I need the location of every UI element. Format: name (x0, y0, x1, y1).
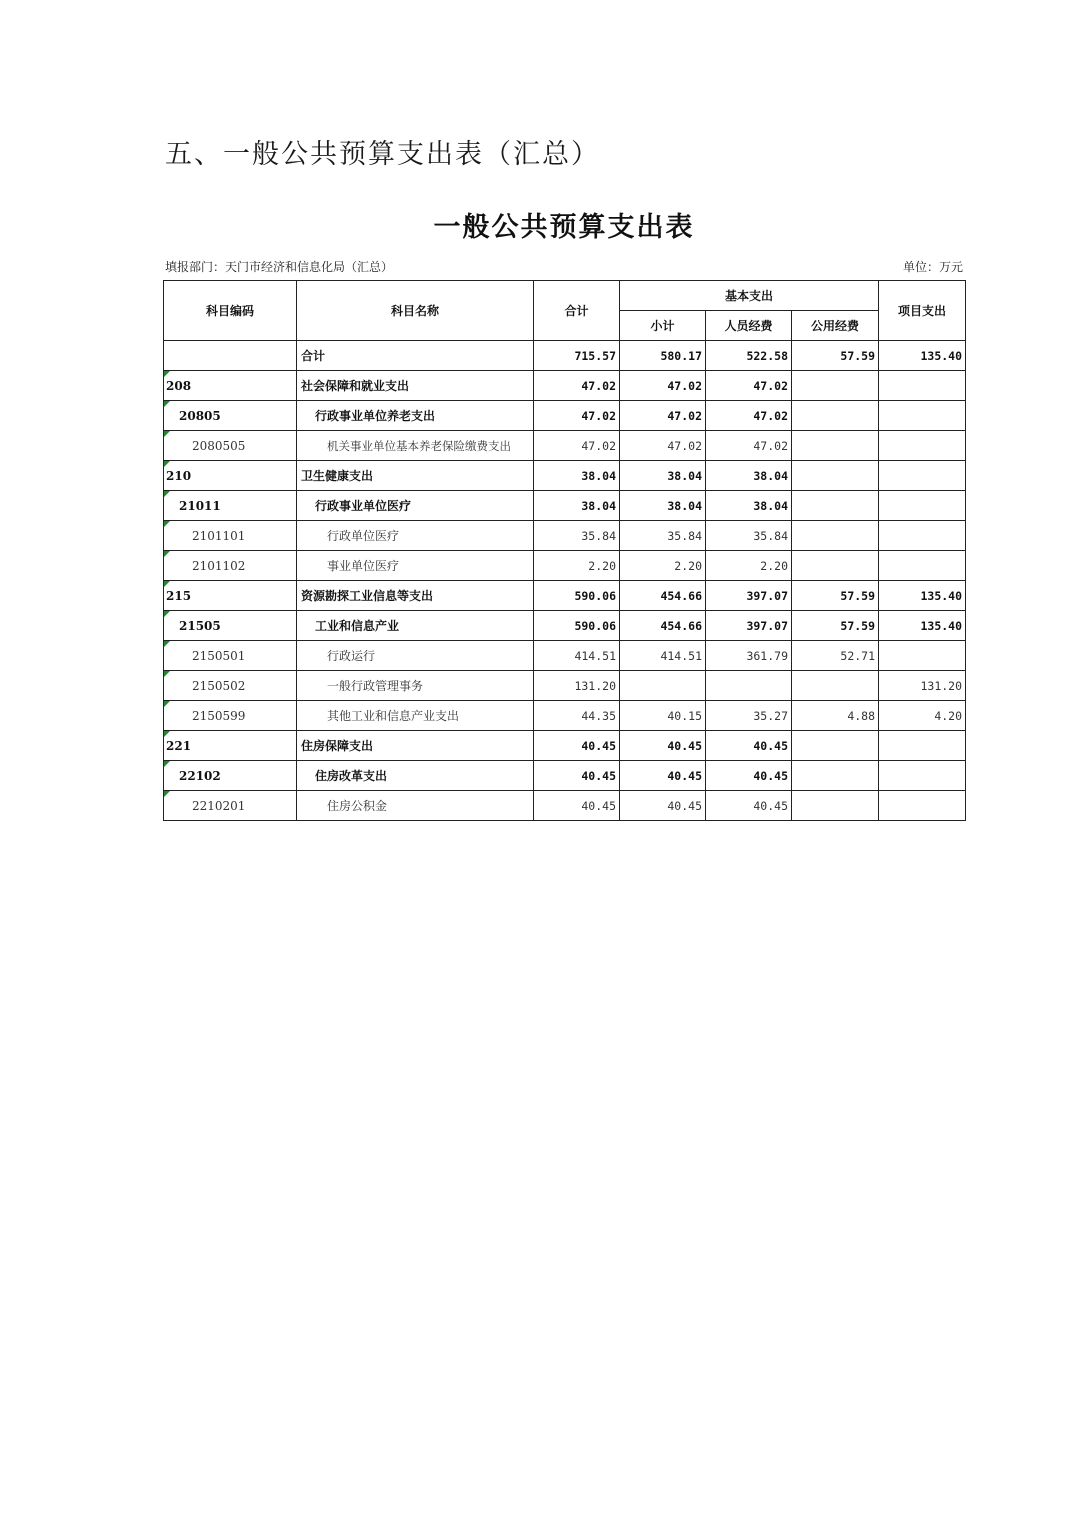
cell-personnel: 40.45 (706, 731, 792, 761)
cell-project (879, 401, 966, 431)
cell-total: 40.45 (534, 761, 620, 791)
table-row (164, 491, 966, 521)
table-row (164, 371, 966, 401)
cell-subtotal (620, 671, 706, 701)
cell-personnel: 38.04 (706, 491, 792, 521)
cell-total: 38.04 (534, 491, 620, 521)
cell-code (164, 341, 297, 371)
cell-subtotal: 35.84 (620, 521, 706, 551)
cell-code: 2150501 (164, 641, 297, 671)
section-heading: 五、一般公共预算支出表（汇总） (165, 139, 600, 170)
cell-code: 22102 (164, 761, 297, 791)
table-body (164, 341, 966, 821)
header-name: 科目名称 (297, 281, 534, 341)
cell-subtotal: 47.02 (620, 401, 706, 431)
cell-project: 4.20 (879, 701, 966, 731)
cell-subtotal: 40.15 (620, 701, 706, 731)
header-total: 合计 (534, 281, 620, 341)
cell-personnel: 40.45 (706, 791, 792, 821)
cell-project (879, 761, 966, 791)
budget-table (163, 280, 966, 821)
cell-total: 44.35 (534, 701, 620, 731)
cell-personnel: 397.07 (706, 581, 792, 611)
cell-public: 57.59 (792, 341, 879, 371)
cell-public (792, 731, 879, 761)
header-project: 项目支出 (879, 281, 966, 341)
cell-project (879, 551, 966, 581)
cell-personnel: 38.04 (706, 461, 792, 491)
cell-code: 215 (164, 581, 297, 611)
cell-code: 221 (164, 731, 297, 761)
cell-public: 4.88 (792, 701, 879, 731)
cell-project: 135.40 (879, 611, 966, 641)
cell-subtotal: 414.51 (620, 641, 706, 671)
cell-name: 事业单位医疗 (297, 551, 534, 581)
cell-project (879, 521, 966, 551)
cell-name: 住房改革支出 (297, 761, 534, 791)
cell-name: 合计 (297, 341, 534, 371)
cell-code: 2210201 (164, 791, 297, 821)
cell-total: 40.45 (534, 731, 620, 761)
cell-public (792, 671, 879, 701)
cell-subtotal: 38.04 (620, 491, 706, 521)
cell-code: 21505 (164, 611, 297, 641)
cell-total: 590.06 (534, 611, 620, 641)
cell-subtotal: 40.45 (620, 731, 706, 761)
cell-project (879, 461, 966, 491)
table-title: 一般公共预算支出表 (433, 212, 695, 243)
cell-subtotal: 40.45 (620, 791, 706, 821)
cell-name: 机关事业单位基本养老保险缴费支出 (297, 431, 534, 461)
header-basic: 基本支出 (620, 281, 879, 311)
reporting-unit: 填报部门：天门市经济和信息化局（汇总） (165, 260, 394, 274)
cell-subtotal: 47.02 (620, 431, 706, 461)
cell-name: 行政事业单位养老支出 (297, 401, 534, 431)
cell-code: 21011 (164, 491, 297, 521)
table-row (164, 521, 966, 551)
cell-personnel: 2.20 (706, 551, 792, 581)
table-row (164, 431, 966, 461)
cell-public (792, 521, 879, 551)
cell-public (792, 791, 879, 821)
cell-personnel: 47.02 (706, 371, 792, 401)
cell-public: 52.71 (792, 641, 879, 671)
cell-public: 57.59 (792, 581, 879, 611)
cell-code: 210 (164, 461, 297, 491)
cell-code: 2150599 (164, 701, 297, 731)
cell-project: 135.40 (879, 341, 966, 371)
table-row (164, 551, 966, 581)
table-row (164, 611, 966, 641)
table-row (164, 731, 966, 761)
table-row (164, 401, 966, 431)
header-subtotal: 小计 (620, 311, 706, 341)
header-personnel: 人员经费 (706, 311, 792, 341)
cell-code: 20805 (164, 401, 297, 431)
cell-subtotal: 454.66 (620, 581, 706, 611)
cell-total: 47.02 (534, 431, 620, 461)
cell-name: 工业和信息产业 (297, 611, 534, 641)
cell-name: 一般行政管理事务 (297, 671, 534, 701)
cell-personnel: 47.02 (706, 431, 792, 461)
cell-total: 715.57 (534, 341, 620, 371)
cell-code: 2101102 (164, 551, 297, 581)
cell-project (879, 431, 966, 461)
cell-project (879, 731, 966, 761)
cell-project (879, 491, 966, 521)
cell-subtotal: 40.45 (620, 761, 706, 791)
table-row (164, 461, 966, 491)
cell-personnel: 47.02 (706, 401, 792, 431)
cell-name: 行政事业单位医疗 (297, 491, 534, 521)
cell-code: 2150502 (164, 671, 297, 701)
cell-personnel: 40.45 (706, 761, 792, 791)
cell-personnel (706, 671, 792, 701)
cell-project (879, 791, 966, 821)
cell-name: 其他工业和信息产业支出 (297, 701, 534, 731)
cell-public (792, 551, 879, 581)
header-public: 公用经费 (792, 311, 879, 341)
cell-subtotal: 580.17 (620, 341, 706, 371)
table-row (164, 761, 966, 791)
meta-row (165, 258, 963, 275)
cell-name: 行政单位医疗 (297, 521, 534, 551)
table-row (164, 791, 966, 821)
cell-total: 35.84 (534, 521, 620, 551)
cell-public (792, 401, 879, 431)
cell-total: 131.20 (534, 671, 620, 701)
cell-code: 2080505 (164, 431, 297, 461)
cell-project: 135.40 (879, 581, 966, 611)
cell-total: 590.06 (534, 581, 620, 611)
cell-subtotal: 38.04 (620, 461, 706, 491)
table-row (164, 341, 966, 371)
cell-personnel: 35.27 (706, 701, 792, 731)
cell-code: 2101101 (164, 521, 297, 551)
cell-project: 131.20 (879, 671, 966, 701)
table-row (164, 671, 966, 701)
cell-name: 社会保障和就业支出 (297, 371, 534, 401)
header-code: 科目编码 (164, 281, 297, 341)
cell-code: 208 (164, 371, 297, 401)
cell-name: 住房公积金 (297, 791, 534, 821)
cell-public (792, 431, 879, 461)
cell-total: 414.51 (534, 641, 620, 671)
cell-total: 47.02 (534, 401, 620, 431)
cell-project (879, 371, 966, 401)
cell-subtotal: 454.66 (620, 611, 706, 641)
cell-personnel: 522.58 (706, 341, 792, 371)
cell-personnel: 35.84 (706, 521, 792, 551)
cell-public: 57.59 (792, 611, 879, 641)
cell-personnel: 397.07 (706, 611, 792, 641)
table-row (164, 701, 966, 731)
cell-name: 行政运行 (297, 641, 534, 671)
cell-personnel: 361.79 (706, 641, 792, 671)
cell-total: 2.20 (534, 551, 620, 581)
table-row (164, 581, 966, 611)
cell-subtotal: 2.20 (620, 551, 706, 581)
cell-name: 资源勘探工业信息等支出 (297, 581, 534, 611)
cell-name: 住房保障支出 (297, 731, 534, 761)
unit-label: 单位：万元 (902, 260, 963, 274)
cell-public (792, 371, 879, 401)
cell-total: 40.45 (534, 791, 620, 821)
cell-project (879, 641, 966, 671)
cell-total: 47.02 (534, 371, 620, 401)
cell-name: 卫生健康支出 (297, 461, 534, 491)
cell-total: 38.04 (534, 461, 620, 491)
cell-public (792, 461, 879, 491)
cell-public (792, 491, 879, 521)
cell-public (792, 761, 879, 791)
cell-subtotal: 47.02 (620, 371, 706, 401)
table-row (164, 641, 966, 671)
